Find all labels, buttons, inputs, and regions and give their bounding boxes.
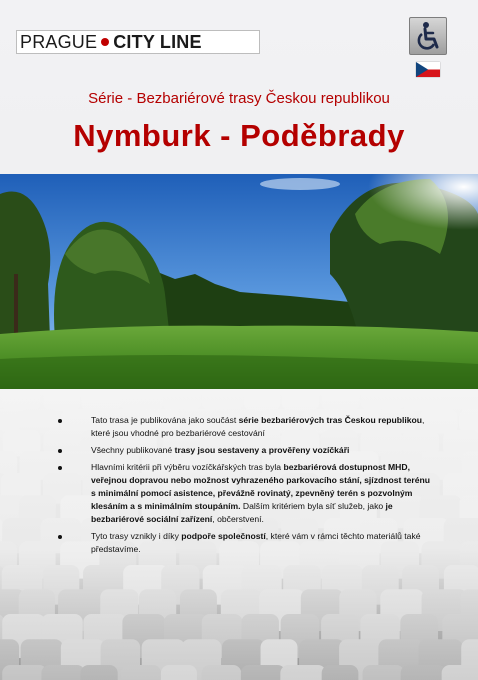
bullet-text: , které jsou vhodné pro bezbariérové cestování bbox=[91, 415, 425, 438]
bullet-text: Dalším kritériem byla síť služeb, jako bbox=[240, 501, 386, 511]
wheelchair-icon[interactable] bbox=[409, 17, 447, 55]
bullet-text: Tyto trasy vznikly i díky bbox=[91, 531, 182, 541]
bullet-text: , které vám v rámci těchto materiálů také představíme. bbox=[91, 531, 421, 554]
bullet-text: Hlavními kritérii při výběru vozíčkářských tras byla bbox=[91, 462, 284, 472]
page-title: Nymburk - Poděbrady bbox=[73, 118, 405, 153]
series-subtitle: Série - Bezbariérové trasy Českou republikou bbox=[88, 90, 390, 107]
bullet-text: Tato trasa je publikována jako součást bbox=[91, 415, 239, 425]
bullet-text: trasy jsou sestaveny a prověřeny vozíčkáři bbox=[174, 445, 350, 455]
prague-city-line-logo bbox=[16, 30, 260, 54]
bullet-text: je bezbariérové sociální zařízení bbox=[91, 501, 393, 524]
bullet-item bbox=[56, 530, 436, 556]
bullet-text: Všechny publikované bbox=[91, 445, 175, 455]
bullet-item bbox=[56, 444, 436, 457]
bullet-text: série bezbariérových tras Českou republikou bbox=[238, 415, 423, 425]
bullet-item bbox=[56, 461, 436, 526]
info-bullet-list bbox=[56, 414, 436, 560]
bullet-text: podpoře společností bbox=[181, 531, 266, 541]
bullet-text: bezbariérová dostupnost MHD, veřejnou dopravou nebo možnost vyhrazeného parkovacího stání, sjízdnost terénu s minimální pomocí asistence, převážně rovinatý, zpevněný terén s pozvolným klesáním a s minimálním stoupáním. bbox=[91, 462, 431, 511]
logo-dot bbox=[101, 38, 109, 46]
czech-flag-icon[interactable] bbox=[416, 62, 440, 77]
logo-text-left: PRAGUE bbox=[20, 31, 98, 52]
bullet-text: , občerstvení. bbox=[212, 514, 264, 524]
park-photo bbox=[0, 174, 478, 389]
bullet-item bbox=[56, 414, 436, 440]
logo-text-right: CITY LINE bbox=[113, 31, 202, 52]
